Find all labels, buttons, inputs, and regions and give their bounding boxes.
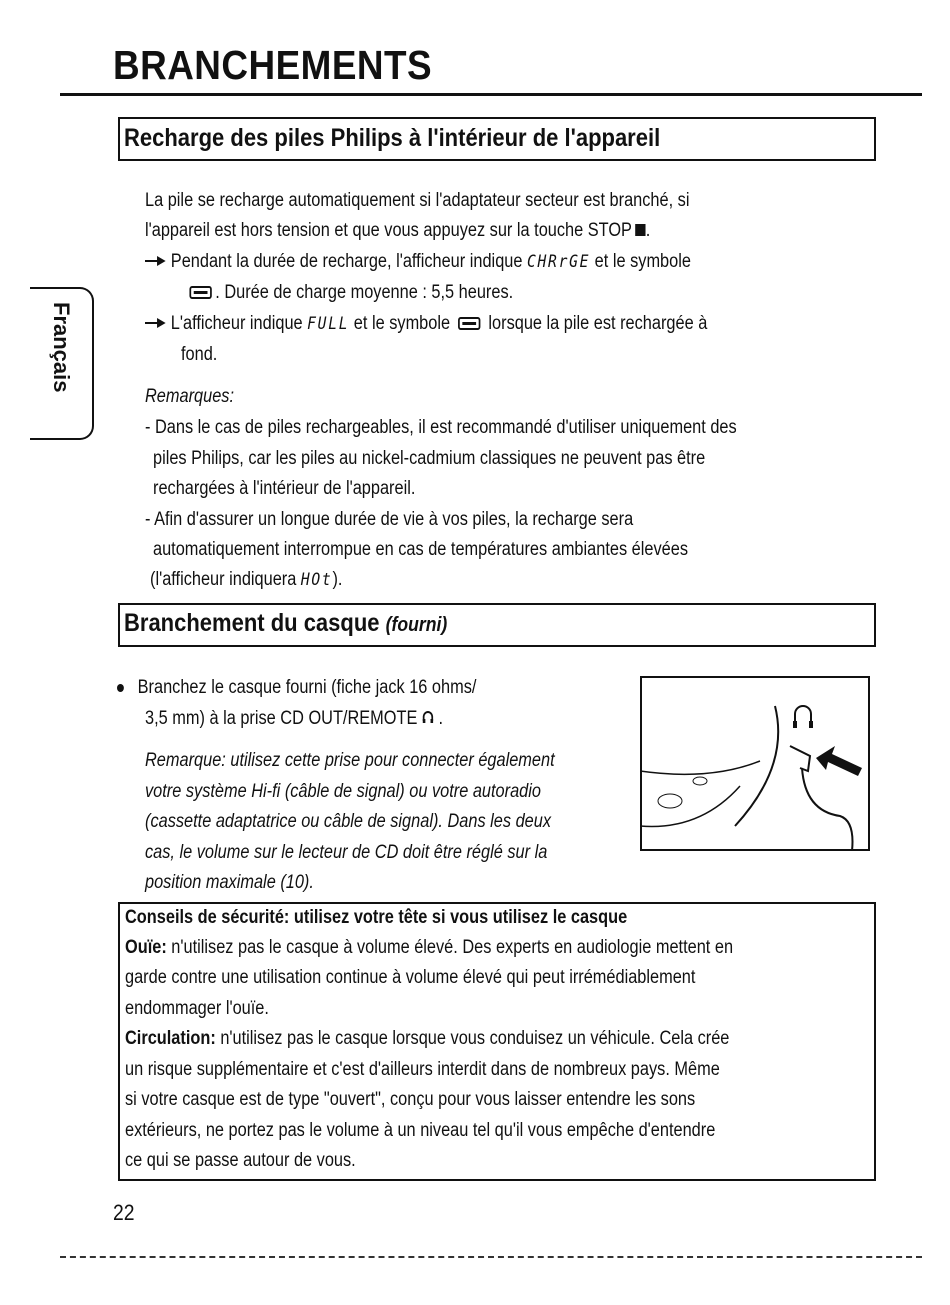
right-arrow-icon	[145, 308, 171, 339]
lcd-charge-display: CHRrGE	[527, 252, 591, 272]
recharge-paragraph-line: La pile se recharge automatiquement si l'adaptateur secteur est branché, si	[145, 190, 690, 211]
remark-text: (l'afficheur indiquera	[150, 569, 297, 590]
remark-text-end: ).	[332, 569, 343, 590]
remark-line: piles Philips, car les piles au nickel-cadmium classiques ne peuvent pas être	[153, 448, 706, 469]
recharge-heading: Recharge des piles Philips à l'intérieur de l'appareil	[124, 124, 661, 152]
safety-text: n'utilisez pas le casque à volume élevé. Des experts en audiologie mettent en	[171, 937, 734, 958]
battery-icon	[458, 317, 480, 330]
casque-heading-text: Branchement du casque	[124, 609, 380, 637]
casque-bullet-text-2: 3,5 mm) à la prise CD OUT/REMOTE	[145, 708, 418, 729]
casque-heading-sub: (fourni)	[385, 614, 448, 636]
recharge-arrow-item	[145, 308, 707, 340]
arrow2-text-d: fond.	[181, 344, 218, 365]
remark-line: rechargées à l'intérieur de l'appareil.	[153, 478, 416, 499]
page-number: 22	[113, 1200, 135, 1225]
remark-line	[150, 564, 342, 596]
page-title: BRANCHEMENTS	[113, 42, 433, 88]
casque-remark-line: votre système Hi-fi (câble de signal) ou votre autoradio	[145, 781, 541, 802]
safety-line	[125, 1023, 729, 1054]
right-arrow-icon	[145, 246, 171, 277]
arrow1-text-b: et le symbole	[594, 251, 691, 272]
recharge-arrow-item	[145, 246, 691, 278]
bottom-divider	[60, 1256, 922, 1259]
arrow2-text-b: et le symbole	[353, 313, 451, 334]
lcd-hot-display: HOt	[300, 570, 333, 590]
safety-line: ce qui se passe autour de vous.	[125, 1150, 356, 1171]
safety-line: extérieurs, ne portez pas le volume à un niveau tel qu'il vous empêche d'entendre	[125, 1120, 716, 1141]
stop-square-icon	[635, 224, 645, 236]
remark-line: - Afin d'assurer un longue durée de vie à vos piles, la recharge sera	[145, 509, 634, 530]
safety-text: n'utilisez pas le casque lorsque vous conduisez un véhicule. Cela crée	[220, 1028, 730, 1049]
recharge-arrow-item-cont	[186, 277, 513, 308]
safety-title: Conseils de sécurité: utilisez votre tête si vous utilisez le casque	[125, 907, 628, 928]
safety-line: si votre casque est de type "ouvert", conçu pour vous laisser entendre les sons	[125, 1089, 696, 1110]
headphones-icon	[422, 708, 439, 729]
casque-heading	[124, 609, 447, 638]
arrow2-text-c: lorsque la pile est rechargée à	[488, 313, 708, 334]
arrow1-text-c: . Durée de charge moyenne : 5,5 heures.	[215, 282, 514, 303]
headphone-jack-illustration	[640, 676, 870, 851]
casque-bullet-cont: 3,5 mm) à la prise CD OUT/REMOTE .	[145, 708, 444, 729]
casque-remark-line: position maximale (10).	[145, 872, 314, 893]
safety-line: endommager l'ouïe.	[125, 998, 269, 1019]
remarks-title: Remarques:	[145, 386, 235, 407]
safety-line: un risque supplémentaire et c'est d'ailleurs interdit dans de nombreux pays. Même	[125, 1059, 720, 1080]
casque-remark-line: (cassette adaptatrice ou câble de signal). Dans les deux	[145, 811, 552, 832]
recharge-paragraph-line: l'appareil est hors tension et que vous appuyez sur la touche STOP .	[145, 220, 651, 241]
safety-line: garde contre une utilisation continue à volume élevé qui peut irrémédiablement	[125, 967, 696, 988]
remark-line: - Dans le cas de piles rechargeables, il est recommandé d'utiliser uniquement des	[145, 417, 737, 438]
casque-remark-line: cas, le volume sur le lecteur de CD doit être réglé sur la	[145, 842, 548, 863]
casque-bullet-text: Branchez le casque fourni (fiche jack 16 ohms/	[137, 677, 477, 698]
battery-icon	[189, 286, 211, 299]
arrow2-text: L'afficheur indique	[170, 313, 303, 334]
casque-remark-line: Remarque: utilisez cette prise pour connecter également	[145, 750, 555, 771]
lcd-full-display: FULL	[307, 314, 350, 334]
safety-label-ouie: Ouïe:	[125, 937, 167, 958]
recharge-paragraph-text: l'appareil est hors tension et que vous appuyez sur la touche STOP	[145, 220, 632, 241]
language-tab-label: Français	[49, 302, 74, 393]
safety-label-circulation: Circulation:	[125, 1028, 216, 1049]
title-divider	[60, 93, 922, 96]
safety-line	[125, 932, 733, 963]
casque-bullet	[117, 672, 476, 703]
remark-line: automatiquement interrompue en cas de températures ambiantes élevées	[153, 539, 688, 560]
bullet-icon	[117, 684, 124, 692]
arrow1-text: Pendant la durée de recharge, l'afficheur indique	[170, 251, 523, 272]
